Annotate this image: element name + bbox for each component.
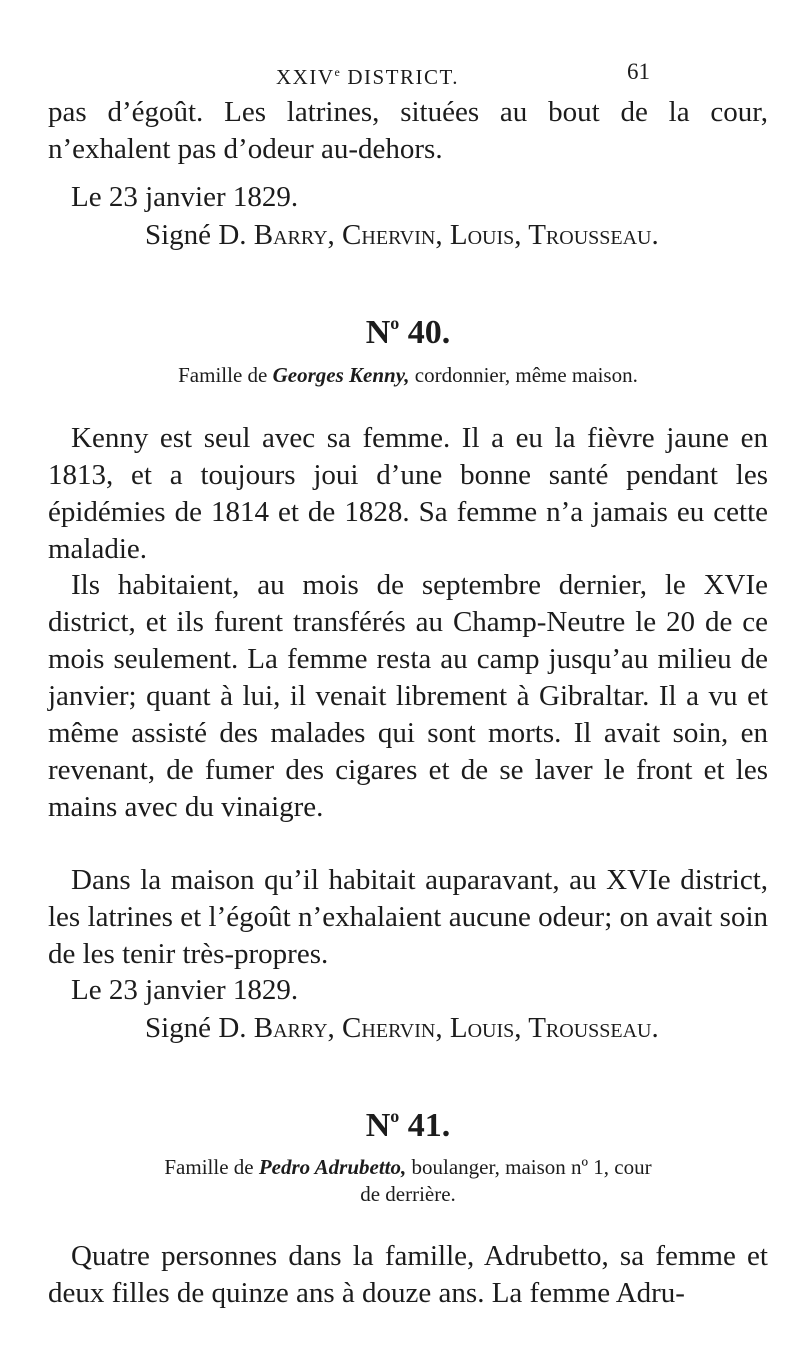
sign-off-date-1: Le 23 janvier 1829.	[71, 181, 299, 213]
entry-40-paragraph-2: Ils habitaient, au mois de septembre dernier, le XVIe district, et ils furent transférés au Champ-Neutre le 20 de ce mois seulement. La femme resta au camp jusqu’au milieu de janvier; quant à lui, il venait librement à Gibraltar. Il a vu et même assisté des malades qui sont morts. Il avait soin, en revenant, de fumer des cigares et de se laver le front et les mains avec du vinaigre.	[48, 569, 768, 823]
running-title-sup: e	[334, 65, 342, 79]
entry-41-caption: Famille de Pedro Adrubetto, boulanger, maison nº 1, cour de derrière.	[164, 1155, 652, 1206]
signatory-names: D. Barry, Chervin, Louis, Trousseau.	[218, 219, 659, 251]
signed-word: Signé	[145, 219, 212, 251]
sign-off-signature-1	[48, 217, 768, 254]
entry-40-caption: Famille de Georges Kenny, cordonnier, même maison.	[178, 363, 638, 387]
entry-40-paragraph-1: Kenny est seul avec sa femme. Il a eu la fièvre jaune en 1813, et a toujours joui d’une bonne santé pendant les épidémies de 1814 et de 1828. Sa femme n’a jamais eu cette maladie.	[48, 422, 768, 565]
continuation-paragraph: pas d’égoût. Les latrines, situées au bout de la cour, n’exhalent pas d’odeur au-dehors.	[48, 96, 768, 165]
sign-off-date-2: Le 23 janvier 1829.	[71, 974, 299, 1006]
running-title	[276, 57, 459, 92]
continuation-paragraph-block	[48, 94, 768, 168]
entry-41-family-name: Pedro Adrubetto,	[258, 1155, 407, 1179]
signed-word: Signé	[145, 1012, 212, 1044]
entry-40-paragraph-3: Dans la maison qu’il habitait auparavant, au XVIe district, les latrines et l’égoût n’exhalaient aucune odeur; on avait soin de les tenir très-propres.	[48, 864, 768, 970]
entry-40-family-name: Georges Kenny,	[272, 363, 410, 387]
signatory-names: D. Barry, Chervin, Louis, Trousseau.	[218, 1012, 659, 1044]
sign-off-signature-2	[48, 1010, 768, 1047]
entry-41-paragraph-1: Quatre personnes dans la famille, Adrubetto, sa femme et deux filles de quinze ans à douze ans. La femme Adru-	[48, 1240, 768, 1309]
page-number: 61	[627, 59, 650, 84]
running-title-rest: DISTRICT.	[347, 65, 460, 89]
entry-41-number: $N^o$ 41.	[365, 1106, 451, 1144]
running-header	[0, 57, 800, 87]
entry-40-number: $N^o$ 40.	[365, 313, 451, 351]
running-title-main: XXIV	[276, 65, 335, 89]
